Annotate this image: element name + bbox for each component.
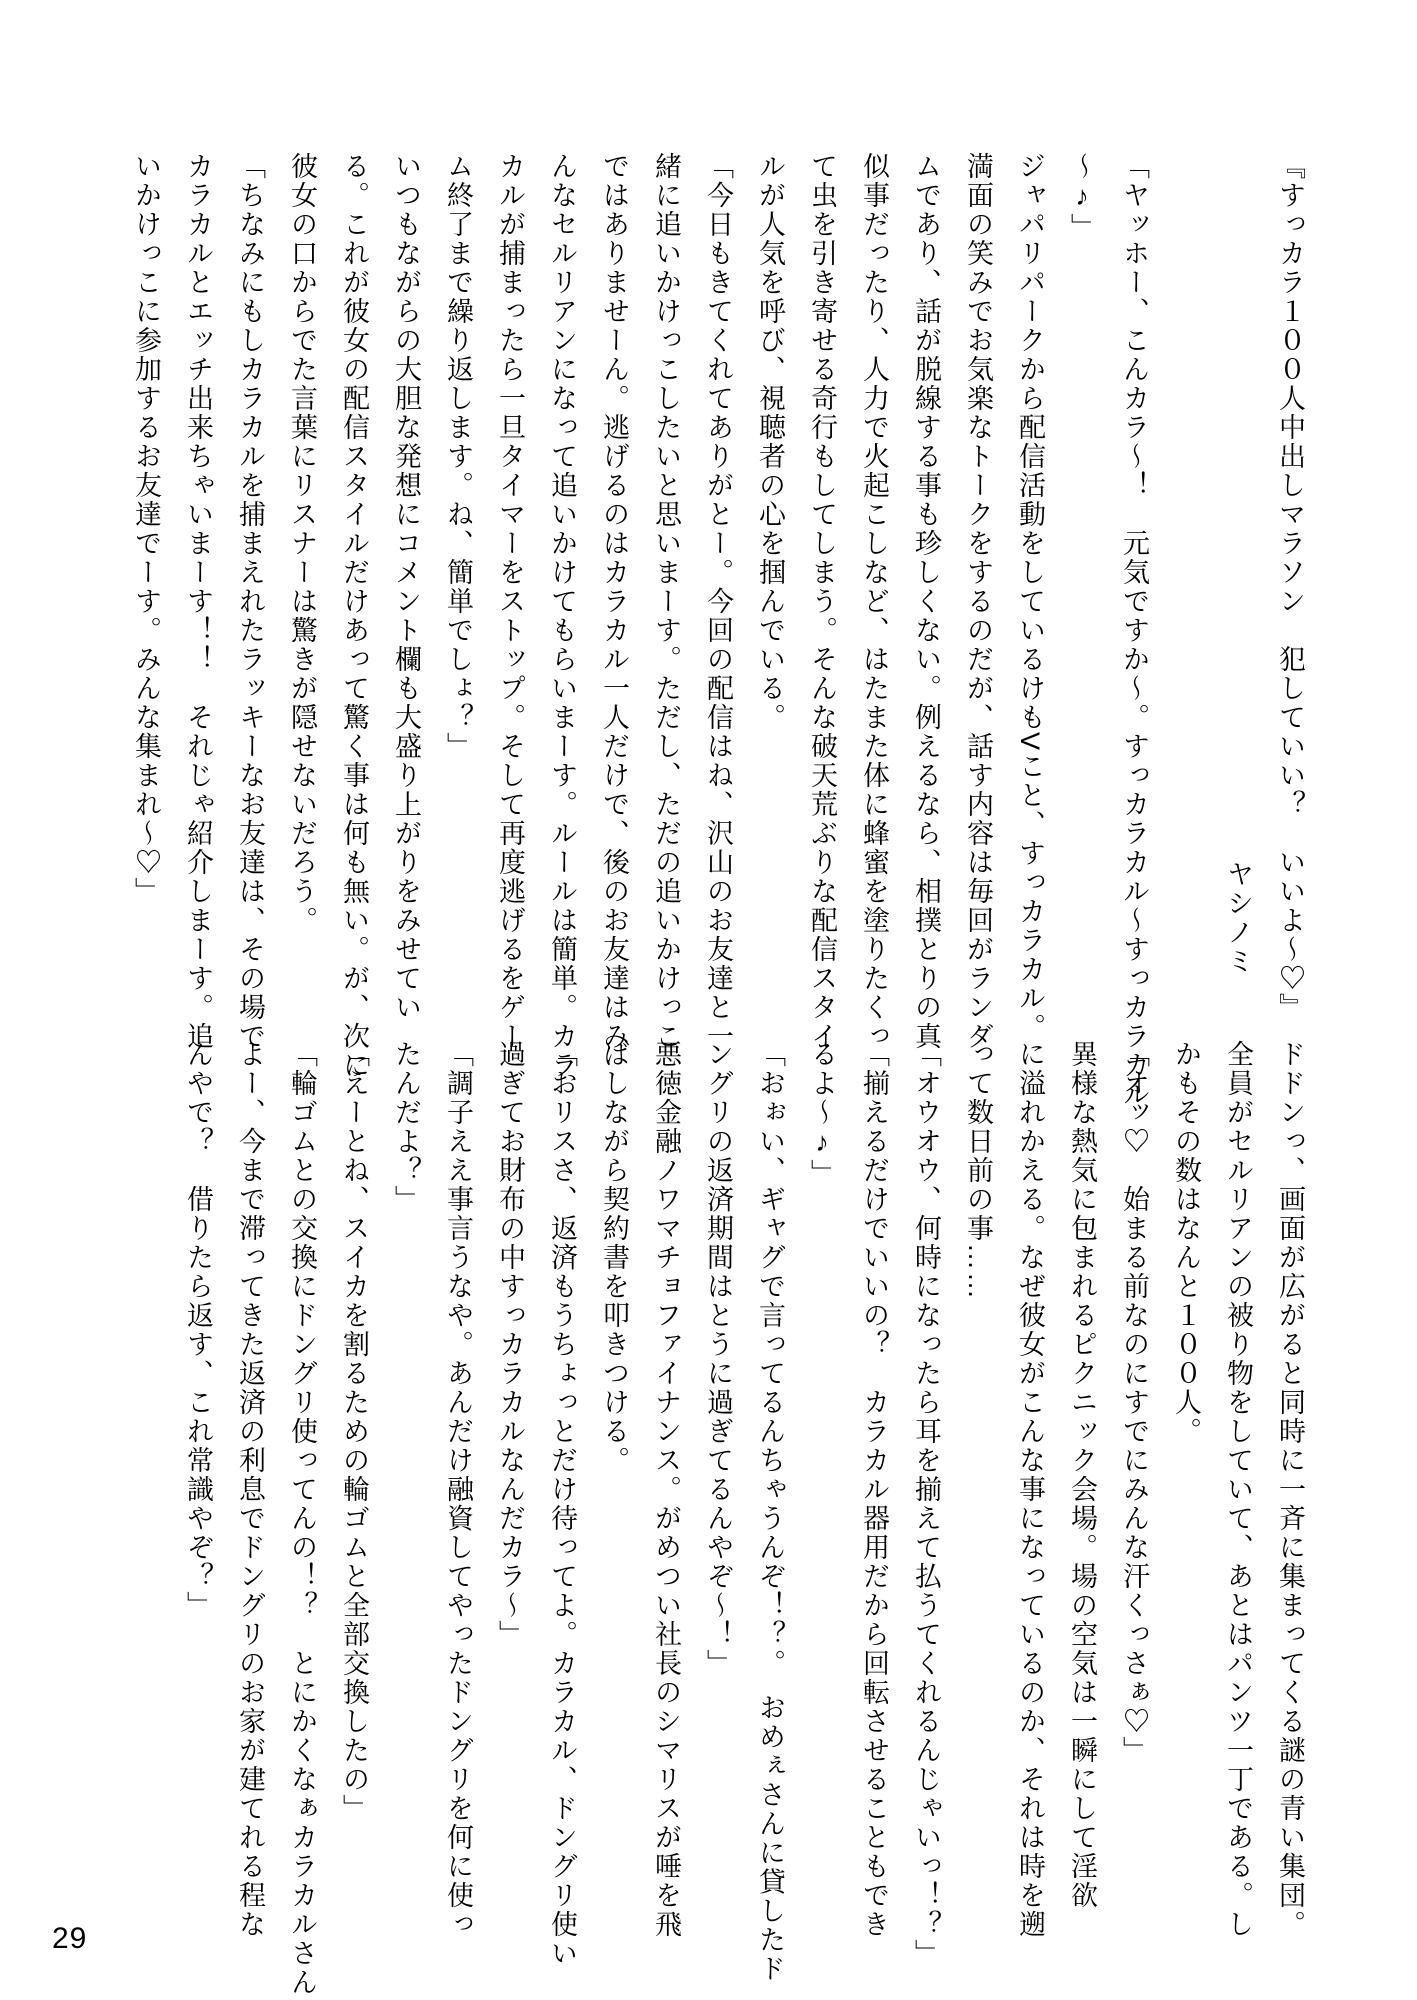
page-number: 29 xyxy=(52,1922,88,1955)
author-name: ヤシノミ xyxy=(1223,860,1253,976)
text-line: かもその数はなんと１００人。 xyxy=(1171,1040,1201,1446)
text-line: 彼女の口からでた言葉にリスナーは驚きが隠せないだろう。 xyxy=(287,152,317,935)
text-line: んなセルリアンになって追いかけてもらいまーす。ルールは簡単。カラ xyxy=(547,152,577,1080)
text-line: 〜♪」 xyxy=(1067,152,1097,242)
text-line: 全員がセルリアンの被り物をしていて、あとはパンツ一丁である。し xyxy=(1223,1040,1253,1939)
text-line: 「オッ♡ 始まる前なのにすでにみんな汗くっさぁ♡」 xyxy=(1119,1040,1149,1765)
lower-text-block xyxy=(172,1040,1316,1997)
text-line: いかけっこに参加するお友達でーす。みんな集まれ〜♡」 xyxy=(131,152,161,906)
column-gap xyxy=(1160,152,1212,1072)
text-line: 「調子ええ事言うなや。あんだけ融資してやったドングリを何に使っ xyxy=(443,1040,473,1939)
story-title: 『すっカラ１００人中出しマラソン 犯していい？ いいよ〜♡』 xyxy=(1275,152,1305,1022)
text-line: ジャパリパークから配信活動をしているけもVこと、すっカラカル。 xyxy=(1015,152,1045,1043)
text-line: 「えーとね、スイカを割るための輪ゴムと全部交換したの」 xyxy=(339,1040,369,1823)
text-line: ドドンっ、画面が広がると同時に一斉に集まってくる謎の青い集団。 xyxy=(1275,1040,1305,1939)
text-line: ばしながら契約書を叩きつける。 xyxy=(599,1040,629,1475)
text-line: 悪徳金融ノワマチョファイナンス。がめつい社長のシマリスが唾を飛 xyxy=(651,1040,681,1939)
text-line: カルが捕まったら一旦タイマーをストップ。そして再度逃げるをゲー xyxy=(495,152,525,1051)
text-line: ム終了まで繰り返します。ね、簡単でしょ？」 xyxy=(443,152,473,761)
text-line: いつもながらの大胆な発想にコメント欄も大盛り上がりをみせてい xyxy=(391,152,421,1022)
text-line: 「ヤッホー、こんカラ〜！ 元気ですか〜。すっカラカル〜すっカラカル xyxy=(1119,152,1149,1109)
text-line: 似事だったり、人力で火起こしなど、はたまた体に蜂蜜を塗りたくっ xyxy=(859,152,889,1051)
text-line: 「揃えるだけでいいの？ カラカル器用だから回転させることもでき xyxy=(859,1040,889,1939)
text-line: ではありませーん。逃げるのはカラカル一人だけで、後のお友達はみ xyxy=(599,152,629,1051)
text-line: 満面の笑みでお気楽なトークをするのだが、話す内容は毎回がランダ xyxy=(963,152,993,1051)
text-line: ムであり、話が脱線する事も珍しくない。例えるなら、相撲とりの真 xyxy=(911,152,941,1051)
text-line: 「ちなみにもしカラカルを捕まえれたラッキーなお友達は、その場で xyxy=(235,152,265,1051)
text-line: 異様な熱気に包まれるピクニック会場。場の空気は一瞬にして淫欲 xyxy=(1067,1040,1097,1910)
text-line: 「おリスさ、返済もうちょっとだけ待ってよ。カラカル、ドングリ使い xyxy=(547,1040,577,1968)
text-line: る。これが彼女の配信スタイルだけあって驚く事は何も無い。が、次に xyxy=(339,152,369,1080)
text-line: 「オウオウ、何時になったら耳を揃えて払うてくれるんじゃいっ！？」 xyxy=(911,1040,941,1968)
text-line: ングリの返済期間はとうに過ぎてるんやぞ〜！」 xyxy=(703,1040,733,1678)
text-line: 過ぎてお財布の中すっカラカルなんだカラ〜」 xyxy=(495,1040,525,1649)
text-line: 「今日もきてくれてありがとー。今回の配信はね、沢山のお友達と一 xyxy=(703,152,733,1051)
text-line: たんだよ？」 xyxy=(391,1040,421,1214)
text-line: 「輪ゴムとの交換にドングリ使ってんの！？ とにかくなぁカラカルさん xyxy=(287,1040,317,1997)
text-line: 緒に追いかけっこしたいと思いまーす。ただし、ただの追いかけっこ xyxy=(651,152,681,1051)
text-line: に溢れかえる。なぜ彼女がこんな事になっているのか、それは時を遡 xyxy=(1015,1040,1045,1939)
text-line: よー、今まで滞ってきた返済の利息でドングリのお家が建てれる程な xyxy=(235,1040,265,1939)
upper-text-block xyxy=(120,152,1316,1109)
text-line: って数日前の事…… xyxy=(963,1040,993,1301)
text-line: カラカルとエッチ出来ちゃいまーす！！ それじゃ紹介しまーす。追 xyxy=(183,152,213,1051)
text-line: るよ〜♪」 xyxy=(807,1040,837,1188)
text-line: て虫を引き寄せる奇行もしてしまう。そんな破天荒ぶりな配信スタイ xyxy=(807,152,837,1051)
text-line: ルが人気を呼び、視聴者の心を掴んでいる。 xyxy=(755,152,785,732)
text-line: 「おぉい、ギャグで言ってるんちゃうんぞ！？。 おめぇさんに貸したド xyxy=(755,1040,785,1984)
text-line: んやで？ 借りたら返す、これ常識やぞ？」 xyxy=(183,1040,213,1620)
